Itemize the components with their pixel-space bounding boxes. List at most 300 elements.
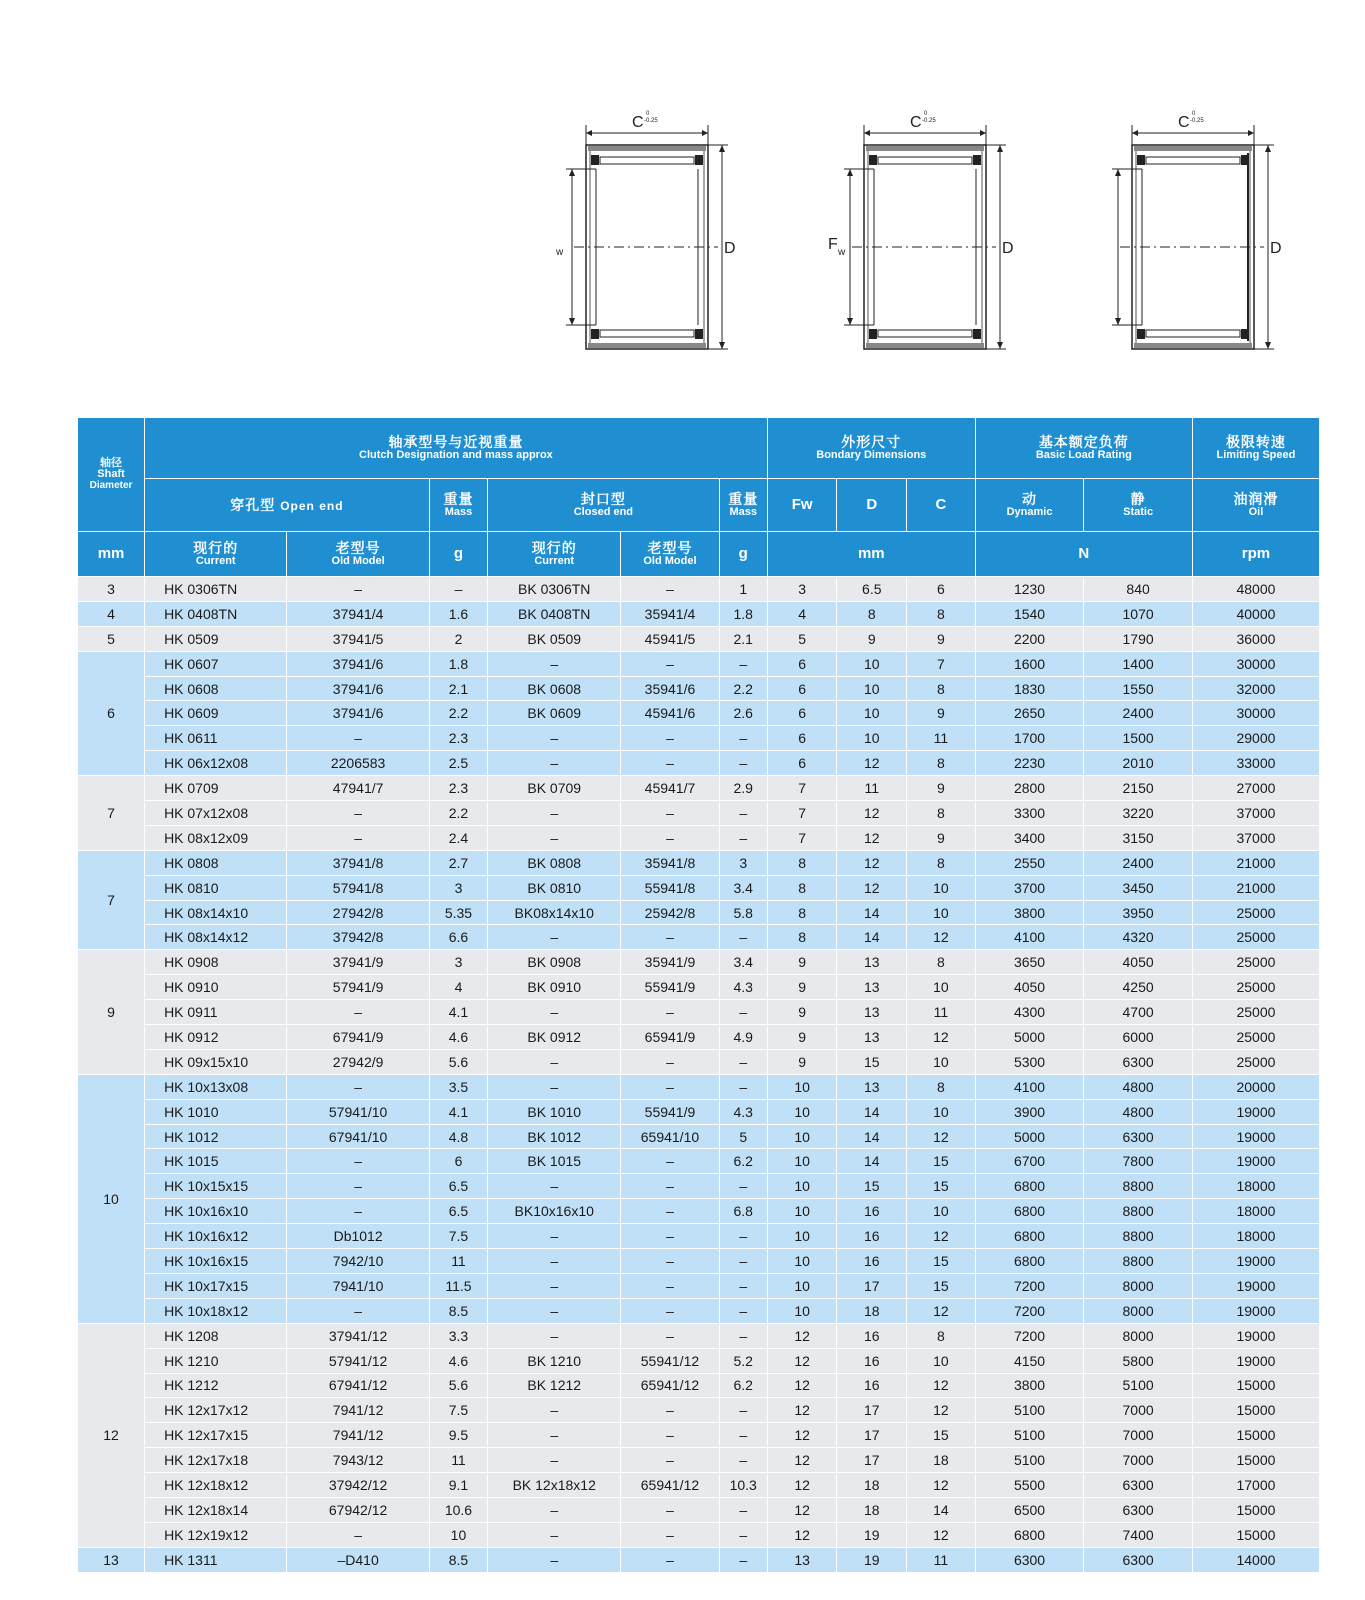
shaft-diameter-cell: 3 [78, 577, 145, 602]
fw-cell: 10 [767, 1174, 837, 1199]
old-model-open-cell: 7942/10 [287, 1249, 429, 1274]
c-tolerance-lower: -0.25 [922, 118, 936, 124]
dynamic-cell: 4100 [975, 925, 1084, 950]
static-cell: 7800 [1084, 1149, 1193, 1174]
table-row [78, 651, 1320, 676]
fw-cell: 9 [767, 1025, 837, 1050]
current-closed-cell: BK 0908 [488, 950, 621, 975]
d-cell: 10 [837, 651, 907, 676]
mass-open-cell: 2.2 [429, 701, 487, 726]
shaft-header: 轴径 Shaft Diameter [78, 418, 145, 532]
table-row [78, 1124, 1320, 1149]
fw-cell: 12 [767, 1473, 837, 1498]
mass-closed-cell: – [719, 925, 767, 950]
table-row [78, 1049, 1320, 1074]
mass-open-cell: 7.5 [429, 1224, 487, 1249]
mass-closed-cell: – [719, 1323, 767, 1348]
table-row [78, 1398, 1320, 1423]
old-model-closed-cell: 65941/12 [621, 1473, 719, 1498]
current-closed-cell: BK 0810 [488, 875, 621, 900]
c-cell: 9 [907, 626, 976, 651]
old-model-open-cell: –D410 [287, 1547, 429, 1572]
fw-cell: 8 [767, 875, 837, 900]
mass-open-cell: 11.5 [429, 1273, 487, 1298]
c-tolerance-upper: 0 [1192, 111, 1196, 117]
static-cell: 2400 [1084, 850, 1193, 875]
mass-closed-cell: – [719, 1049, 767, 1074]
current-open-cell: HK 1015 [145, 1149, 287, 1174]
c-cell: 14 [907, 1497, 976, 1522]
dynamic-cell: 3650 [975, 950, 1084, 975]
oil-speed-cell: 21000 [1192, 875, 1319, 900]
c-cell: 11 [907, 726, 976, 751]
table-row [78, 1149, 1320, 1174]
mass-closed-cell: 2.2 [719, 676, 767, 701]
oil-speed-cell: 15000 [1192, 1398, 1319, 1423]
current-closed-cell: – [488, 1273, 621, 1298]
d-cell: 8 [837, 601, 907, 626]
oil-speed-cell: 15000 [1192, 1497, 1319, 1522]
c-cell: 7 [907, 651, 976, 676]
c-cell: 10 [907, 975, 976, 1000]
static-cell: 4800 [1084, 1099, 1193, 1124]
old-model-closed-cell: – [621, 1497, 719, 1522]
current-closed-cell: BK 0608 [488, 676, 621, 701]
fw-dimension-label: F [828, 236, 838, 253]
mass-open-cell: 2.2 [429, 801, 487, 826]
c-cell: 15 [907, 1273, 976, 1298]
closed-end-header: 封口型 Closed end [488, 479, 719, 532]
mass-header-open: 重量 Mass [429, 479, 487, 532]
c-cell: 6 [907, 577, 976, 602]
fw-cell: 10 [767, 1099, 837, 1124]
oil-speed-cell: 30000 [1192, 651, 1319, 676]
d-cell: 6.5 [837, 577, 907, 602]
c-cell: 8 [907, 1074, 976, 1099]
mass-closed-cell: – [719, 726, 767, 751]
fw-cell: 6 [767, 726, 837, 751]
table-row [78, 776, 1320, 801]
mass-open-cell: 8.5 [429, 1547, 487, 1572]
static-cell: 6300 [1084, 1124, 1193, 1149]
current-open-cell: HK 10x13x08 [145, 1074, 287, 1099]
shaft-diameter-cell: 4 [78, 601, 145, 626]
bearing-diagrams [0, 0, 1365, 400]
fw-cell: 10 [767, 1298, 837, 1323]
oil-speed-cell: 25000 [1192, 975, 1319, 1000]
current-open-cell: HK 0908 [145, 950, 287, 975]
fw-cell: 12 [767, 1323, 837, 1348]
current-open-cell: HK 06x12x08 [145, 751, 287, 776]
oil-speed-cell: 15000 [1192, 1522, 1319, 1547]
current-closed-cell: BK08x14x10 [488, 900, 621, 925]
old-model-closed-cell: 65941/9 [621, 1025, 719, 1050]
static-cell: 8800 [1084, 1174, 1193, 1199]
shaft-diameter-cell: 10 [78, 1074, 145, 1323]
old-model-open-cell: 67941/10 [287, 1124, 429, 1149]
old-model-open-cell: 47941/7 [287, 776, 429, 801]
oil-speed-cell: 15000 [1192, 1373, 1319, 1398]
d-cell: 15 [837, 1049, 907, 1074]
fw-cell: 12 [767, 1497, 837, 1522]
d-cell: 18 [837, 1473, 907, 1498]
d-cell: 10 [837, 701, 907, 726]
current-closed-cell: – [488, 726, 621, 751]
c-cell: 11 [907, 1000, 976, 1025]
oil-speed-cell: 15000 [1192, 1423, 1319, 1448]
table-row [78, 1448, 1320, 1473]
old-model-closed-cell: – [621, 1000, 719, 1025]
bearing-diagram-2 [826, 95, 1046, 365]
current-open-cell: HK 0912 [145, 1025, 287, 1050]
dynamic-cell: 5000 [975, 1124, 1084, 1149]
mass-closed-cell: 3.4 [719, 875, 767, 900]
current-open-cell: HK 12x17x18 [145, 1448, 287, 1473]
current-closed-cell: – [488, 751, 621, 776]
static-cell: 6300 [1084, 1049, 1193, 1074]
mass-open-cell: 6.5 [429, 1199, 487, 1224]
current-closed-cell: BK 12x18x12 [488, 1473, 621, 1498]
current-open-cell: HK 08x14x10 [145, 900, 287, 925]
old-model-open-cell: – [287, 1074, 429, 1099]
d-cell: 13 [837, 950, 907, 975]
current-closed-cell: BK 0408TN [488, 601, 621, 626]
current-open-cell: HK 10x15x15 [145, 1174, 287, 1199]
current-open-cell: HK 12x18x12 [145, 1473, 287, 1498]
mass-closed-cell: 1 [719, 577, 767, 602]
current-closed-cell: BK 1212 [488, 1373, 621, 1398]
static-cell: 7000 [1084, 1423, 1193, 1448]
old-model-open-cell: – [287, 1149, 429, 1174]
current-header-open: 现行的 Current [145, 532, 287, 577]
mass-closed-cell: 2.1 [719, 626, 767, 651]
current-open-cell: HK 0910 [145, 975, 287, 1000]
current-open-cell: HK 09x15x10 [145, 1049, 287, 1074]
dynamic-cell: 3800 [975, 900, 1084, 925]
current-closed-cell: – [488, 1249, 621, 1274]
oil-speed-cell: 37000 [1192, 801, 1319, 826]
old-model-open-cell: 27942/9 [287, 1049, 429, 1074]
current-closed-cell: – [488, 1298, 621, 1323]
static-cell: 6300 [1084, 1473, 1193, 1498]
dynamic-cell: 7200 [975, 1273, 1084, 1298]
static-cell: 4050 [1084, 950, 1193, 975]
table-row [78, 1473, 1320, 1498]
c-dimension-label: C [1178, 114, 1190, 131]
old-model-closed-cell: – [621, 1199, 719, 1224]
mass-open-cell: 6.6 [429, 925, 487, 950]
d-cell: 17 [837, 1423, 907, 1448]
current-closed-cell: – [488, 825, 621, 850]
fw-cell: 12 [767, 1448, 837, 1473]
old-model-open-cell: – [287, 726, 429, 751]
unit-newton: N [975, 532, 1192, 577]
old-model-closed-cell: – [621, 1273, 719, 1298]
old-model-open-cell: 37941/6 [287, 701, 429, 726]
mass-closed-cell: – [719, 751, 767, 776]
current-closed-cell: BK 1010 [488, 1099, 621, 1124]
c-cell: 12 [907, 1124, 976, 1149]
d-cell: 13 [837, 975, 907, 1000]
dynamic-cell: 3800 [975, 1373, 1084, 1398]
old-model-closed-cell: 55941/12 [621, 1348, 719, 1373]
mass-header-closed: 重量 Mass [719, 479, 767, 532]
table-row [78, 875, 1320, 900]
mass-closed-cell: – [719, 1000, 767, 1025]
mass-closed-cell: 6.8 [719, 1199, 767, 1224]
current-open-cell: HK 08x12x09 [145, 825, 287, 850]
c-cell: 11 [907, 1547, 976, 1572]
table-row [78, 1547, 1320, 1572]
dynamic-cell: 1600 [975, 651, 1084, 676]
table-row [78, 925, 1320, 950]
fw-cell: 12 [767, 1373, 837, 1398]
fw-cell: 12 [767, 1522, 837, 1547]
current-open-cell: HK 12x19x12 [145, 1522, 287, 1547]
d-cell: 13 [837, 1025, 907, 1050]
old-model-open-cell: 7943/12 [287, 1448, 429, 1473]
shaft-diameter-cell: 12 [78, 1323, 145, 1547]
old-model-open-cell: 57941/9 [287, 975, 429, 1000]
c-cell: 8 [907, 950, 976, 975]
old-model-closed-cell: – [621, 726, 719, 751]
old-model-closed-cell: 55941/9 [621, 975, 719, 1000]
current-closed-cell: BK 0912 [488, 1025, 621, 1050]
speed-header: 极限转速 Limiting Speed [1192, 418, 1319, 479]
c-cell: 10 [907, 875, 976, 900]
c-cell: 12 [907, 1473, 976, 1498]
fw-cell: 3 [767, 577, 837, 602]
old-model-closed-cell: 45941/7 [621, 776, 719, 801]
mass-open-cell: 4.1 [429, 1000, 487, 1025]
old-model-closed-cell: 35941/9 [621, 950, 719, 975]
old-model-closed-cell: 25942/8 [621, 900, 719, 925]
mass-closed-cell: 2.9 [719, 776, 767, 801]
table-row [78, 1298, 1320, 1323]
dynamic-cell: 3700 [975, 875, 1084, 900]
mass-open-cell: 1.8 [429, 651, 487, 676]
mass-open-cell: 5.6 [429, 1373, 487, 1398]
dynamic-cell: 5100 [975, 1423, 1084, 1448]
current-closed-cell: BK 0306TN [488, 577, 621, 602]
old-model-open-cell: 37941/6 [287, 676, 429, 701]
dynamic-cell: 7200 [975, 1323, 1084, 1348]
old-model-header-open: 老型号 Old Model [287, 532, 429, 577]
oil-speed-cell: 21000 [1192, 850, 1319, 875]
current-open-cell: HK 1311 [145, 1547, 287, 1572]
old-model-open-cell: 37941/9 [287, 950, 429, 975]
old-model-closed-cell: – [621, 1323, 719, 1348]
c-cell: 10 [907, 1199, 976, 1224]
designation-header: 轴承型号与近视重量 Clutch Designation and mass approx [145, 418, 768, 479]
old-model-open-cell: 57941/10 [287, 1099, 429, 1124]
static-cell: 7000 [1084, 1398, 1193, 1423]
table-row [78, 1025, 1320, 1050]
oil-speed-cell: 25000 [1192, 1000, 1319, 1025]
c-cell: 8 [907, 1323, 976, 1348]
old-model-closed-cell: – [621, 1049, 719, 1074]
old-model-closed-cell: 35941/6 [621, 676, 719, 701]
oil-speed-cell: 19000 [1192, 1099, 1319, 1124]
dynamic-cell: 6700 [975, 1149, 1084, 1174]
mass-open-cell: 4.6 [429, 1025, 487, 1050]
old-model-closed-cell: 55941/8 [621, 875, 719, 900]
oil-speed-cell: 29000 [1192, 726, 1319, 751]
d-dimension-label: D [724, 240, 736, 257]
d-cell: 10 [837, 726, 907, 751]
mass-closed-cell: – [719, 651, 767, 676]
dynamic-cell: 2550 [975, 850, 1084, 875]
static-cell: 8000 [1084, 1273, 1193, 1298]
d-header: D [837, 479, 907, 532]
d-cell: 13 [837, 1000, 907, 1025]
dynamic-cell: 2650 [975, 701, 1084, 726]
c-cell: 8 [907, 601, 976, 626]
oil-speed-cell: 25000 [1192, 1025, 1319, 1050]
current-open-cell: HK 0810 [145, 875, 287, 900]
mass-closed-cell: – [719, 1423, 767, 1448]
d-cell: 14 [837, 1124, 907, 1149]
c-tolerance-lower: -0.25 [644, 118, 658, 124]
mass-open-cell: 2.5 [429, 751, 487, 776]
current-open-cell: HK 0911 [145, 1000, 287, 1025]
table-row [78, 1348, 1320, 1373]
d-cell: 10 [837, 676, 907, 701]
table-row [78, 1323, 1320, 1348]
table-row [78, 801, 1320, 826]
current-open-cell: HK 07x12x08 [145, 801, 287, 826]
mass-closed-cell: – [719, 1398, 767, 1423]
unit-rpm: rpm [1192, 532, 1319, 577]
dynamic-cell: 2230 [975, 751, 1084, 776]
old-model-open-cell: 37941/6 [287, 651, 429, 676]
static-cell: 3220 [1084, 801, 1193, 826]
current-header-closed: 现行的 Current [488, 532, 621, 577]
static-cell: 7000 [1084, 1448, 1193, 1473]
old-model-open-cell: 37942/8 [287, 925, 429, 950]
old-model-open-cell: 27942/8 [287, 900, 429, 925]
old-model-open-cell: 67941/9 [287, 1025, 429, 1050]
fw-cell: 10 [767, 1149, 837, 1174]
old-model-closed-cell: – [621, 1398, 719, 1423]
mass-closed-cell: – [719, 801, 767, 826]
c-cell: 12 [907, 1373, 976, 1398]
current-open-cell: HK 0608 [145, 676, 287, 701]
current-closed-cell: – [488, 651, 621, 676]
mass-open-cell: 2.3 [429, 776, 487, 801]
dynamic-cell: 3300 [975, 801, 1084, 826]
table-row [78, 850, 1320, 875]
current-closed-cell: BK10x16x10 [488, 1199, 621, 1224]
oil-speed-cell: 33000 [1192, 751, 1319, 776]
dynamic-cell: 6800 [975, 1199, 1084, 1224]
table-row [78, 825, 1320, 850]
dynamic-cell: 2200 [975, 626, 1084, 651]
mass-open-cell: 10 [429, 1522, 487, 1547]
current-closed-cell: – [488, 1497, 621, 1522]
c-cell: 15 [907, 1149, 976, 1174]
current-closed-cell: – [488, 1174, 621, 1199]
fw-cell: 9 [767, 1049, 837, 1074]
mass-closed-cell: – [719, 1224, 767, 1249]
d-cell: 12 [837, 751, 907, 776]
unit-dims-mm: mm [767, 532, 975, 577]
old-model-closed-cell: – [621, 1174, 719, 1199]
old-model-closed-cell: – [621, 1298, 719, 1323]
old-model-closed-cell: – [621, 1149, 719, 1174]
shaft-diameter-cell: 13 [78, 1547, 145, 1572]
load-rating-header: 基本额定负荷 Basic Load Rating [975, 418, 1192, 479]
d-cell: 16 [837, 1249, 907, 1274]
mass-open-cell: 3.3 [429, 1323, 487, 1348]
static-cell: 2150 [1084, 776, 1193, 801]
static-cell: 6300 [1084, 1497, 1193, 1522]
mass-closed-cell: 4.3 [719, 1099, 767, 1124]
current-closed-cell: – [488, 801, 621, 826]
current-open-cell: HK 10x16x12 [145, 1224, 287, 1249]
c-cell: 12 [907, 1025, 976, 1050]
oil-speed-cell: 19000 [1192, 1249, 1319, 1274]
c-header: C [907, 479, 976, 532]
old-model-closed-cell: – [621, 1249, 719, 1274]
table-row [78, 751, 1320, 776]
old-model-closed-cell: – [621, 577, 719, 602]
oil-speed-cell: 18000 [1192, 1174, 1319, 1199]
shaft-diameter-cell: 7 [78, 850, 145, 950]
old-model-open-cell: – [287, 1298, 429, 1323]
current-open-cell: HK 10x17x15 [145, 1273, 287, 1298]
old-model-closed-cell: – [621, 801, 719, 826]
d-cell: 14 [837, 900, 907, 925]
static-cell: 8800 [1084, 1199, 1193, 1224]
fw-cell: 10 [767, 1224, 837, 1249]
old-model-closed-cell: 35941/8 [621, 850, 719, 875]
mass-closed-cell: – [719, 1273, 767, 1298]
current-open-cell: HK 1010 [145, 1099, 287, 1124]
fw-cell: 5 [767, 626, 837, 651]
dynamic-cell: 1540 [975, 601, 1084, 626]
bearing-spec-table [78, 418, 1320, 1573]
mass-open-cell: 4.8 [429, 1124, 487, 1149]
mass-open-cell: 11 [429, 1249, 487, 1274]
current-closed-cell: BK 0509 [488, 626, 621, 651]
table-row [78, 726, 1320, 751]
c-cell: 10 [907, 1049, 976, 1074]
dynamic-cell: 4050 [975, 975, 1084, 1000]
old-model-header-closed: 老型号 Old Model [621, 532, 719, 577]
old-model-open-cell: 7941/10 [287, 1273, 429, 1298]
d-cell: 19 [837, 1547, 907, 1572]
c-dimension-label: C [910, 114, 922, 131]
current-closed-cell: BK 0910 [488, 975, 621, 1000]
old-model-open-cell: 37941/4 [287, 601, 429, 626]
table-row [78, 577, 1320, 602]
oil-speed-cell: 17000 [1192, 1473, 1319, 1498]
oil-speed-cell: 27000 [1192, 776, 1319, 801]
old-model-closed-cell: – [621, 1448, 719, 1473]
old-model-closed-cell: – [621, 1224, 719, 1249]
static-cell: 1070 [1084, 601, 1193, 626]
c-cell: 12 [907, 1398, 976, 1423]
mass-open-cell: 7.5 [429, 1398, 487, 1423]
mass-closed-cell: – [719, 1074, 767, 1099]
mass-open-cell: 5.35 [429, 900, 487, 925]
table-row [78, 975, 1320, 1000]
d-dimension-label: D [1270, 240, 1282, 257]
static-cell: 4250 [1084, 975, 1193, 1000]
current-open-cell: HK 12x17x15 [145, 1423, 287, 1448]
dynamic-cell: 6500 [975, 1497, 1084, 1522]
